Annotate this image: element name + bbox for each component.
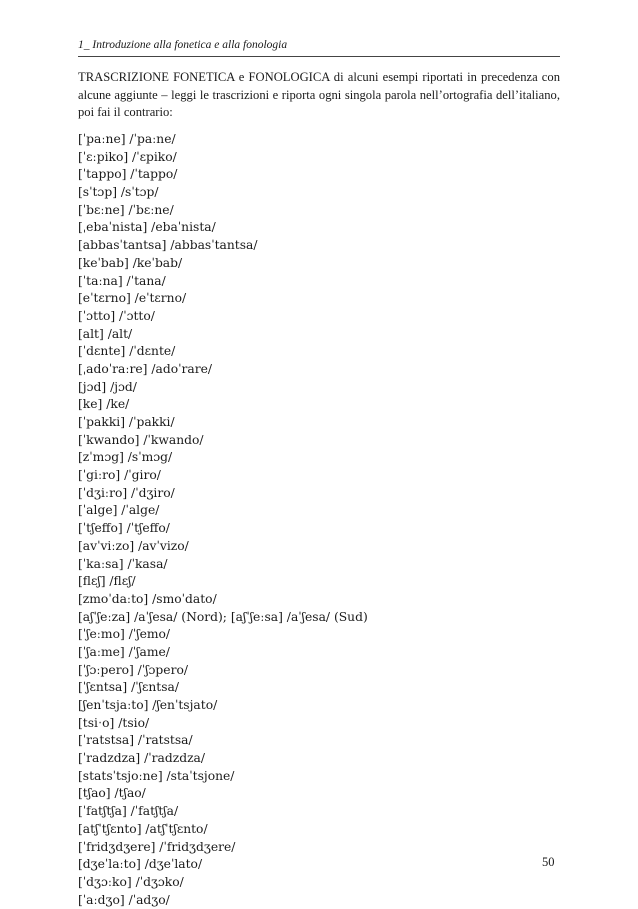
transcription-text: [ˈkwando] /ˈkwando/: [78, 432, 204, 447]
transcription-text: [ˌebaˈnista] /ebaˈnista/: [78, 220, 216, 235]
transcription-text: [ˈbɛːne] /ˈbɛːne/: [78, 202, 174, 217]
transcription-entry: [78, 218, 560, 236]
transcription-entry: [78, 555, 560, 573]
transcription-text: [ˈʃɔːpero] /ˈʃɔpero/: [78, 662, 189, 677]
transcription-text: [ˈʃeːmo] /ˈʃemo/: [78, 627, 171, 642]
transcription-entry: [78, 289, 560, 307]
transcription-entry: [78, 342, 560, 360]
transcription-entry: [78, 714, 560, 732]
transcription-text: [statsˈtsjoːne] /staˈtsjone/: [78, 768, 235, 783]
transcription-text: [ˈfatʃtʃa] /ˈfatʃtʃa/: [78, 804, 179, 819]
transcription-text: [eˈtɛrno] /eˈtɛrno/: [78, 291, 187, 306]
transcription-entry: [78, 749, 560, 767]
transcription-entry: [78, 661, 560, 679]
transcription-entry: [78, 537, 560, 555]
transcription-entry: [78, 590, 560, 608]
transcription-text: [tʃao] /tʃao/: [78, 786, 146, 801]
transcription-entry: [78, 519, 560, 537]
transcription-text: [ˈgiːro] /ˈgiro/: [78, 468, 161, 483]
transcription-text: [ˈratstsa] /ˈratstsa/: [78, 733, 193, 748]
transcription-text: [ˈfridʒdʒere] /ˈfridʒdʒere/: [78, 839, 236, 854]
transcription-entry: [78, 272, 560, 290]
transcription-text: [ˌadoˈraːre] /adoˈrare/: [78, 361, 213, 376]
transcription-entry: [78, 201, 560, 219]
transcription-entry: [78, 820, 560, 838]
transcription-text: [tsiˑo] /tsio/: [78, 715, 150, 730]
transcription-entry: [78, 130, 560, 148]
transcription-entry: [78, 643, 560, 661]
transcription-text: [ˈtaːna] /ˈtana/: [78, 273, 166, 288]
transcription-entry: [78, 731, 560, 749]
page-number: 50: [542, 855, 555, 869]
transcription-entry: [78, 608, 560, 626]
transcription-text: [sˈtɔp] /sˈtɔp/: [78, 185, 159, 200]
transcription-text: [jɔd] /jɔd/: [78, 379, 137, 394]
transcription-entry: [78, 360, 560, 378]
transcription-entry: [78, 165, 560, 183]
transcription-entry: [78, 802, 560, 820]
transcription-text: [ˈaːdʒo] /ˈadʒo/: [78, 892, 170, 907]
transcription-entry: [78, 466, 560, 484]
transcription-entry: [78, 873, 560, 891]
running-header: 1_ Introduzione alla fonetica e alla fonologia: [78, 39, 288, 51]
transcription-text: [ˈdɛnte] /ˈdɛnte/: [78, 344, 176, 359]
transcription-entry: [78, 448, 560, 466]
transcription-text: [keˈbab] /keˈbab/: [78, 255, 183, 270]
transcription-entry: [78, 148, 560, 166]
transcription-entry: [78, 413, 560, 431]
transcription-text: [ˈalge] /ˈalge/: [78, 503, 160, 518]
transcription-entry: [78, 183, 560, 201]
transcription-entry: [78, 767, 560, 785]
transcription-text: [aʃˈʃeːza] /aˈʃesa/ (Nord); [aʃˈʃeːsa] /aˈʃesa/ (Sud): [78, 609, 368, 624]
transcription-entry: [78, 784, 560, 802]
transcription-entry: [78, 254, 560, 272]
transcription-text: [ke] /ke/: [78, 397, 130, 412]
transcription-entry: [78, 484, 560, 502]
transcription-entry: [78, 325, 560, 343]
transcription-text: [zmoˈdaːto] /smoˈdato/: [78, 591, 217, 606]
transcription-entry: [78, 696, 560, 714]
transcription-entry: [78, 572, 560, 590]
transcription-text: [abbasˈtantsa] /abbasˈtantsa/: [78, 238, 258, 253]
transcription-text: [ˈtʃeffo] /ˈtʃeffo/: [78, 521, 170, 536]
transcription-text: [ˈʃaːme] /ˈʃame/: [78, 644, 170, 659]
transcription-text: [zˈmɔg] /sˈmɔg/: [78, 450, 173, 465]
header-rule: [78, 56, 560, 57]
transcription-entry: [78, 678, 560, 696]
transcription-text: [avˈviːzo] /avˈvizo/: [78, 538, 189, 553]
transcription-text: [ˈradzdza] /ˈradzdza/: [78, 751, 206, 766]
transcription-entry: [78, 378, 560, 396]
transcription-text: [ˈɔtto] /ˈɔtto/: [78, 308, 155, 323]
transcription-text: [ˈdʒɔːko] /ˈdʒɔko/: [78, 874, 184, 889]
transcription-text: [ˈdʒiːro] /ˈdʒiro/: [78, 485, 175, 500]
transcription-text: [ˈtappo] /ˈtappo/: [78, 167, 178, 182]
exercise-instructions: TRASCRIZIONE FONETICA e FONOLOGICA di alcuni esempi riportati in precedenza con alcune aggiunte – leggi le trascrizioni e riporta ogni singola parola nell’ortografia dell’italiano, poi fai il contrario:: [78, 70, 560, 120]
transcription-text: [ˈkaːsa] /ˈkasa/: [78, 556, 168, 571]
transcription-entry: [78, 501, 560, 519]
transcription-entry: [78, 625, 560, 643]
transcription-text: [dʒeˈlaːto] /dʒeˈlato/: [78, 857, 203, 872]
transcription-entry: [78, 431, 560, 449]
transcription-entry: [78, 855, 560, 873]
transcription-text: [ˈpakki] /ˈpakki/: [78, 415, 175, 429]
transcription-list: [78, 130, 560, 908]
transcription-entry: [78, 838, 560, 856]
transcription-entry: [78, 236, 560, 254]
transcription-text: [atʃˈtʃɛnto] /atʃˈtʃɛnto/: [78, 821, 208, 836]
transcription-text: [ˈpaːne] /ˈpaːne/: [78, 132, 176, 146]
transcription-text: [alt] /alt/: [78, 326, 133, 341]
transcription-entry: [78, 307, 560, 325]
transcription-text: [ˈʃɛntsa] /ˈʃɛntsa/: [78, 680, 179, 695]
transcription-text: [ˈɛːpiko] /ˈɛpiko/: [78, 149, 177, 164]
transcription-text: [ʃenˈtsjaːto] /ʃenˈtsjato/: [78, 698, 218, 712]
transcription-text: [flɛʃ] /flɛʃ/: [78, 574, 136, 589]
transcription-entry: [78, 891, 560, 909]
transcription-entry: [78, 395, 560, 413]
